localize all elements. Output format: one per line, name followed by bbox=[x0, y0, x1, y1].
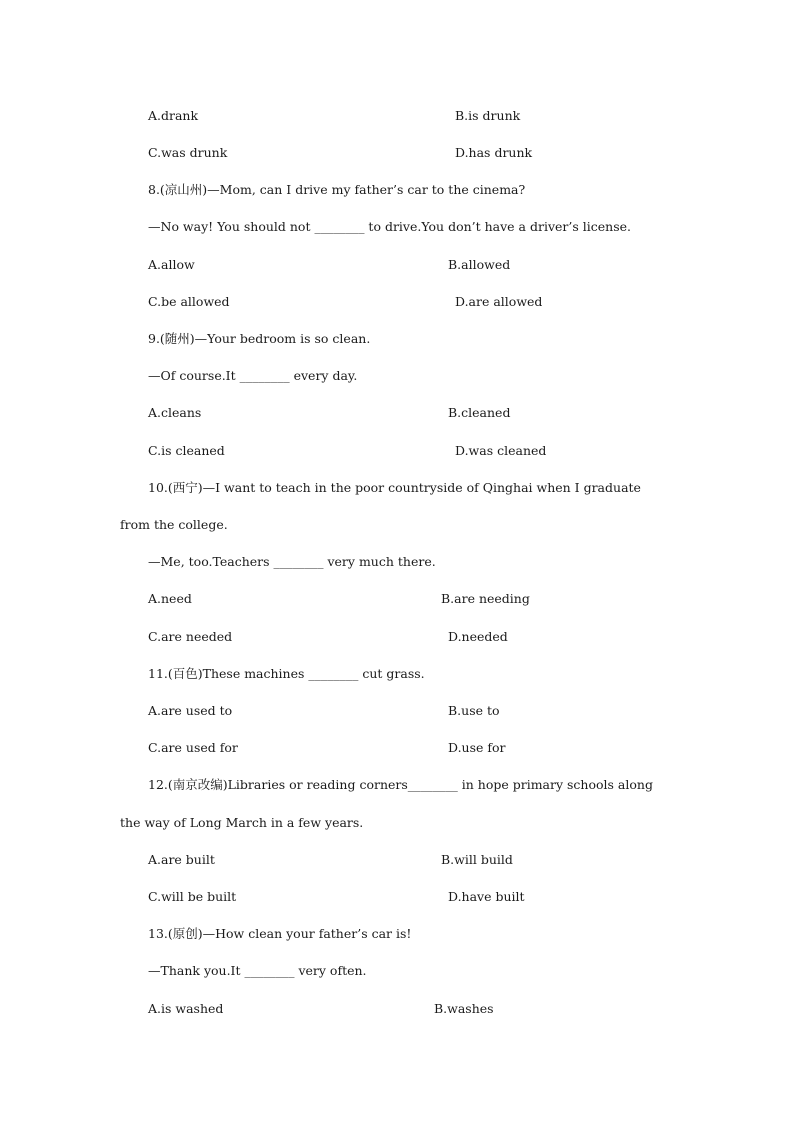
text-line: 11.(百色)These machines ________ cut grass. bbox=[148, 666, 425, 681]
text-line: B.will build bbox=[441, 852, 513, 867]
text-line: from the college. bbox=[120, 517, 228, 532]
text-line: C.are used for bbox=[148, 740, 238, 755]
text-line: A.are built bbox=[148, 852, 215, 867]
text-line: —No way! You should not ________ to drive.You don’t have a driver’s license. bbox=[148, 219, 631, 234]
text-line: —Me, too.Teachers ________ very much there. bbox=[148, 554, 436, 569]
text-line: A.is washed bbox=[148, 1001, 224, 1016]
text-line: B.allowed bbox=[448, 257, 511, 272]
text-line: B.use to bbox=[448, 703, 500, 718]
text-line: —Of course.It ________ every day. bbox=[148, 368, 358, 383]
text-line: A.cleans bbox=[148, 405, 202, 420]
text-line: 13.(原创)—How clean your father’s car is! bbox=[148, 926, 412, 941]
text-line: D.have built bbox=[448, 889, 525, 904]
text-line: C.will be built bbox=[148, 889, 237, 904]
text-line: A.allow bbox=[148, 257, 195, 272]
text-line: B.are needing bbox=[441, 591, 530, 606]
text-line: the way of Long March in a few years. bbox=[120, 815, 364, 830]
text-line: A.need bbox=[148, 591, 192, 606]
text-line: C.be allowed bbox=[148, 294, 230, 309]
text-line: B.washes bbox=[434, 1001, 494, 1016]
text-line: C.was drunk bbox=[148, 145, 228, 160]
text-line: 8.(凉山州)—Mom, can I drive my father’s car to the cinema? bbox=[148, 182, 526, 197]
text-line: C.is cleaned bbox=[148, 443, 225, 458]
text-line: 10.(西宁)—I want to teach in the poor countryside of Qinghai when I graduate bbox=[148, 480, 641, 495]
text-line: D.needed bbox=[448, 629, 508, 644]
text-line: 9.(随州)—Your bedroom is so clean. bbox=[148, 331, 371, 346]
text-line: D.use for bbox=[448, 740, 506, 755]
text-line: B.is drunk bbox=[455, 108, 521, 123]
text-line: —Thank you.It ________ very often. bbox=[148, 963, 367, 978]
text-line: C.are needed bbox=[148, 629, 233, 644]
text-line: D.has drunk bbox=[455, 145, 533, 160]
text-line: A.are used to bbox=[148, 703, 233, 718]
text-line: 12.(南京改编)Libraries or reading corners________ in hope primary schools along bbox=[148, 777, 653, 792]
text-line: A.drank bbox=[148, 108, 199, 123]
text-line: D.are allowed bbox=[455, 294, 543, 309]
text-line: B.cleaned bbox=[448, 405, 511, 420]
text-line: D.was cleaned bbox=[455, 443, 547, 458]
